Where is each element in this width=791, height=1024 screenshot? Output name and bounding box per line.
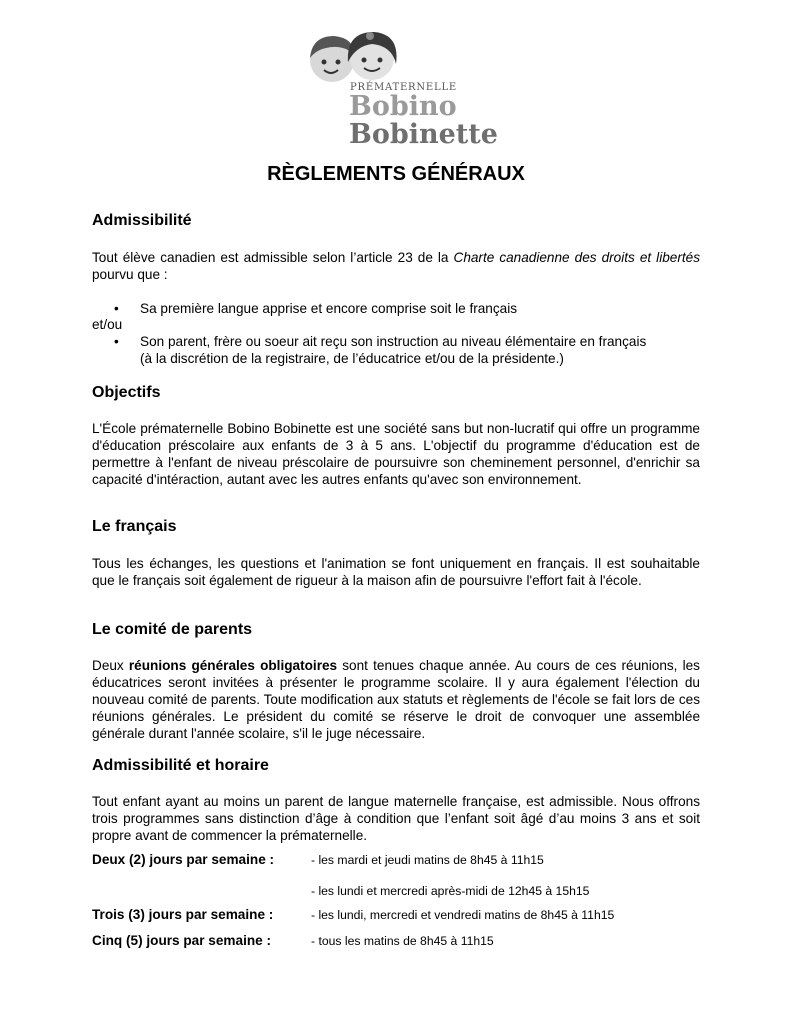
logo-prefix: PRÉMATERNELLE (350, 82, 458, 93)
schedule-label: Deux (2) jours par semaine : (92, 852, 275, 867)
intro-text-b: pourvu que : (92, 267, 168, 282)
comite-text-bold: réunions générales obligatoires (128, 658, 338, 673)
francais-text: Tous les échanges, les questions et l'animation se font uniquement en français. Il est souhaitable que le français soit également de rigueur à la maison afin de poursuivre l'effort fait à l'école. (92, 556, 700, 588)
section-heading-comite: Le comité de parents (92, 621, 253, 638)
page-title: RÈGLEMENTS GÉNÉRAUX (267, 163, 525, 185)
horaire-text: Tout enfant ayant au moins un parent de langue maternelle française, est admissible. Nous offrons trois programmes sans distinction d’âge à condition que l’enfant soit âgé d’au moins 3 ans et soit propre avant de commencer la prématernelle. (92, 794, 700, 843)
bullet-icon: • (114, 301, 119, 316)
comite-text (92, 657, 700, 742)
schedule-label: Cinq (5) jours par semaine : (92, 933, 272, 948)
charter-title: Charte canadienne des droits et libertés (453, 250, 700, 265)
logo-name-line1: Bobino (349, 91, 457, 122)
section-heading-francais: Le français (92, 518, 177, 535)
objectifs-text: L'École prématernelle Bobino Bobinette est une société sans but non-lucratif qui offre un programme d'éducation préscolaire aux enfants de 3 à 5 ans. L'objectif du programme d'éducation est de permettre à l'enfant de niveau préscolaire de poursuivre son cheminement personnel, d'enrichir sa capacité d'intéraction, autant avec les autres enfants qu'avec son environnement. (92, 421, 700, 487)
schedule-label: Trois (3) jours par semaine : (92, 907, 274, 922)
school-logo (302, 28, 498, 153)
comite-text-b: sont tenues chaque année. Au cours de ces réunions, les éducatrices seront invitées à présenter le programme scolaire. Il y aura également l'élection du nouveau comité de parents. Toute modification aux statuts et règlements de l'école se fait lors de ces réunions générales. Le président du comité se réserve le droit de convoquer une assemblée générale durant l'année scolaire, s'il le juge nécessaire. (92, 658, 700, 741)
children-faces-icon (302, 28, 412, 88)
section-heading-horaire: Admissibilité et horaire (92, 757, 269, 774)
list-item-text-continued: (à la discrétion de la registraire, de l’éducatrice et/ou de la présidente.) (140, 351, 564, 366)
list-item-text: Son parent, frère ou soeur ait reçu son instruction au niveau élémentaire en français (140, 334, 647, 349)
section-heading-admissibilite: Admissibilité (92, 212, 192, 229)
connector-text: et/ou (92, 317, 123, 332)
list-item-text: Sa première langue apprise et encore comprise soit le français (140, 301, 518, 316)
section-heading-objectifs: Objectifs (92, 384, 161, 401)
logo-name-line2: Bobinette (349, 119, 498, 150)
schedule-value: - les lundi, mercredi et vendredi matins de 8h45 à 11h15 (311, 908, 615, 922)
admissibilite-intro (92, 249, 700, 283)
schedule-value: - tous les matins de 8h45 à 11h15 (311, 934, 494, 948)
bullet-icon: • (114, 334, 119, 349)
schedule-value: - les lundi et mercredi après-midi de 12h45 à 15h15 (311, 884, 590, 898)
comite-text-a: Deux (92, 658, 129, 673)
schedule-value: - les mardi et jeudi matins de 8h45 à 11h15 (311, 853, 544, 867)
intro-text-a: Tout élève canadien est admissible selon l’article 23 de la (92, 250, 454, 265)
